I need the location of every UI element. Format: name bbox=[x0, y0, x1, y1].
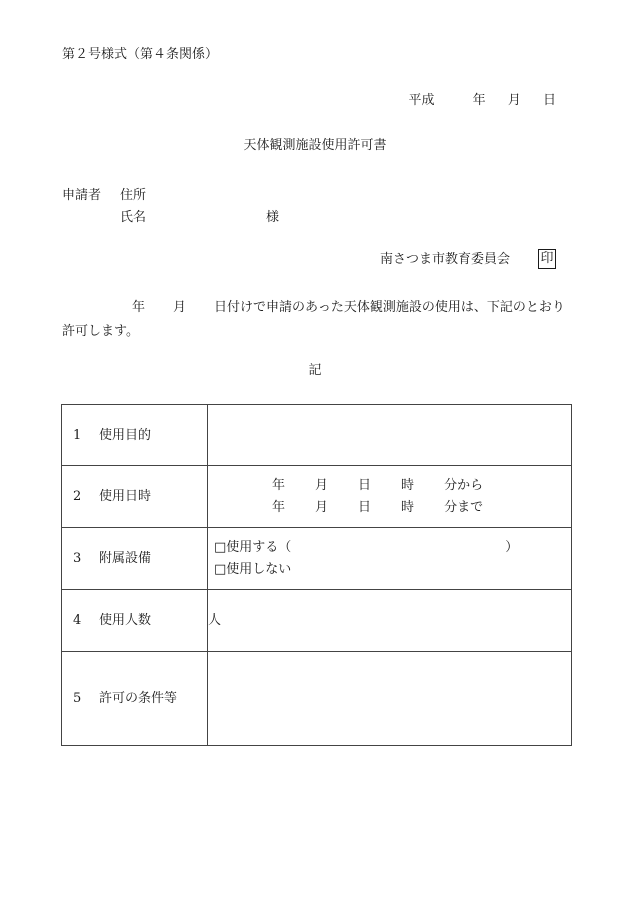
form-number: 第２号様式（第４条関係） bbox=[62, 47, 219, 62]
address-label: 住所 bbox=[120, 187, 147, 203]
dt-hour: 時 bbox=[401, 500, 415, 515]
table-row bbox=[62, 405, 572, 466]
row-number: 5 bbox=[73, 691, 82, 706]
purpose-field[interactable] bbox=[208, 405, 572, 466]
row-label bbox=[62, 590, 208, 652]
not-use-checkbox-label: □使用しない bbox=[214, 562, 292, 577]
date-month: 月 bbox=[507, 93, 521, 108]
people-label: 使用人数 bbox=[99, 613, 152, 628]
use-checkbox-label: □使用する（ bbox=[214, 540, 292, 555]
table-row bbox=[62, 652, 572, 746]
statement-text: 日付けで申請のあった天体観測施設の使用は、下記のとおり許可します。 bbox=[62, 300, 565, 339]
equipment-use-option[interactable] bbox=[208, 537, 571, 559]
dt-month: 月 bbox=[315, 500, 329, 515]
row-label bbox=[62, 528, 208, 590]
table-row bbox=[62, 590, 572, 652]
row-label bbox=[62, 405, 208, 466]
conditions-field[interactable] bbox=[208, 652, 572, 746]
permission-statement bbox=[62, 296, 572, 344]
applicant-label: 申請者 bbox=[62, 187, 102, 203]
row-number: 4 bbox=[73, 613, 82, 628]
datetime-from-line bbox=[208, 475, 571, 497]
dt-from: 分から bbox=[444, 478, 484, 493]
people-field[interactable] bbox=[208, 590, 572, 652]
date-era: 平成 bbox=[408, 93, 435, 108]
seal-mark: 印 bbox=[538, 249, 556, 269]
permit-details-table bbox=[61, 404, 572, 746]
equipment-label: 附属設備 bbox=[99, 551, 152, 566]
honorific: 様 bbox=[266, 209, 280, 225]
equipment-field bbox=[208, 528, 572, 590]
equipment-not-use-option[interactable] bbox=[208, 559, 571, 581]
dt-day: 日 bbox=[358, 500, 372, 515]
row-label bbox=[62, 466, 208, 528]
datetime-label: 使用日時 bbox=[99, 489, 152, 504]
row-number: 3 bbox=[73, 551, 82, 566]
document-title: 天体観測施設使用許可書 bbox=[243, 138, 387, 153]
datetime-to-line bbox=[208, 497, 571, 519]
dt-day: 日 bbox=[358, 478, 372, 493]
purpose-label: 使用目的 bbox=[99, 427, 152, 443]
datetime-field[interactable] bbox=[208, 466, 572, 528]
table-row bbox=[62, 528, 572, 590]
people-unit: 人 bbox=[208, 613, 222, 628]
dt-hour: 時 bbox=[401, 478, 415, 493]
date-year: 年 bbox=[472, 93, 486, 108]
issuer-name: 南さつま市教育委員会 bbox=[379, 251, 510, 267]
row-label bbox=[62, 652, 208, 746]
row-number: 2 bbox=[73, 489, 82, 504]
statement-month: 月 bbox=[173, 300, 187, 315]
use-close-paren: ） bbox=[505, 540, 519, 555]
row-number: 1 bbox=[73, 427, 82, 443]
statement-year: 年 bbox=[132, 300, 146, 315]
dt-month: 月 bbox=[315, 478, 329, 493]
date-day: 日 bbox=[542, 93, 556, 108]
dt-to: 分まで bbox=[444, 500, 484, 515]
ki-heading: 記 bbox=[308, 363, 322, 378]
issuer-block bbox=[380, 249, 556, 269]
table-row bbox=[62, 466, 572, 528]
conditions-label: 許可の条件等 bbox=[99, 691, 178, 706]
name-label: 氏名 bbox=[120, 209, 147, 225]
dt-year: 年 bbox=[272, 500, 286, 515]
dt-year: 年 bbox=[272, 478, 286, 493]
issue-date bbox=[409, 94, 556, 107]
applicant-block bbox=[62, 184, 279, 228]
